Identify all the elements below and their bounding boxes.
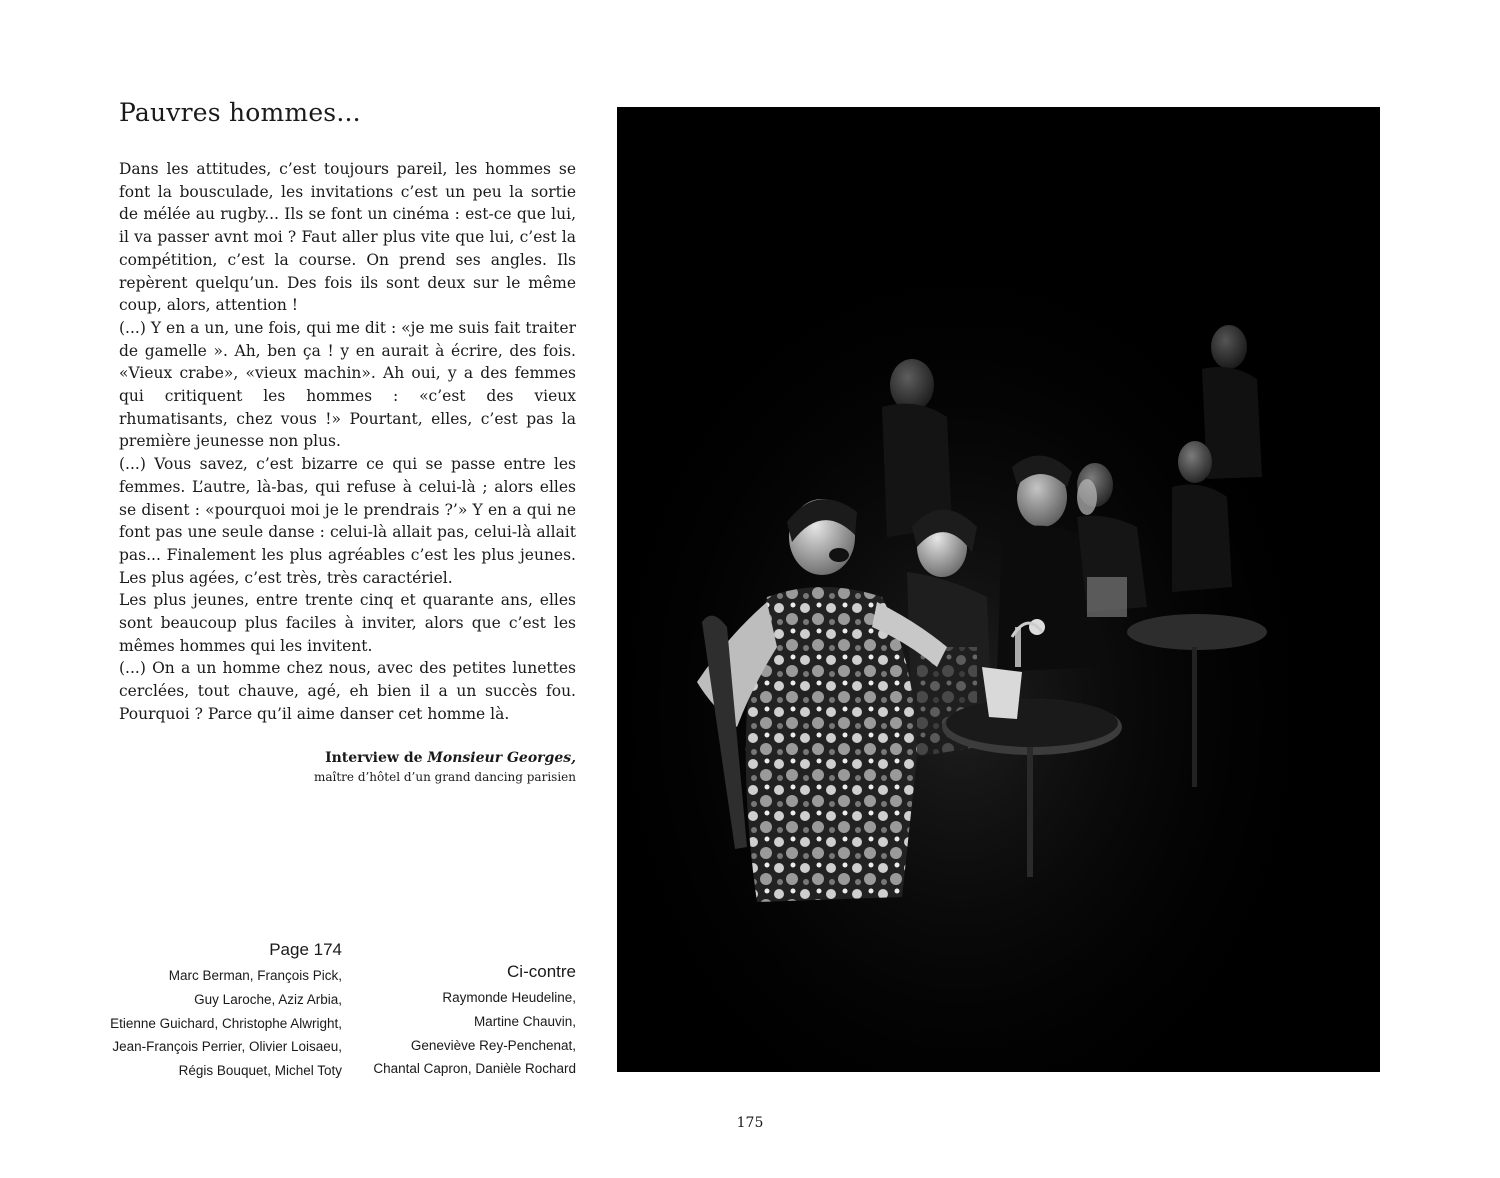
photo-credits-page-174 [110, 938, 342, 1083]
credits-names [110, 964, 342, 1083]
paragraph: (...) On a un homme chez nous, avec des petites lunettes cerclées, tout chauve, agé, eh bien il a un succès fou. Pourquoi ? Parce qu’il aime danser cet homme là. [119, 659, 576, 723]
page-number: 175 [736, 1115, 764, 1131]
credit-line: Martine Chauvin, [473, 1013, 576, 1029]
attribution-source [314, 748, 576, 768]
credit-line: Chantal Capron, Danièle Rochard [373, 1061, 576, 1077]
interview-text [119, 158, 576, 726]
attribution-prefix: Interview de [325, 750, 423, 766]
credits-names [373, 986, 576, 1081]
credits-heading: Page 174 [269, 940, 342, 959]
credit-line: Jean-François Perrier, Olivier Loisaeu, [112, 1039, 342, 1055]
photo-credits-ci-contre [373, 960, 576, 1081]
paragraph: (...) Y en a un, une fois, qui me dit : «je me suis fait traiter de gamelle ». Ah, ben ça ! y en aurait à écrire, des fois. «Vieux crabe», «vieux machin». Ah oui, y a des femmes qui critiquent les hommes : «c’est des vieux rhumatisants, chez vous !» Pourtant, elles, c’est pas la première jeunesse non plus. [119, 318, 576, 451]
credit-line: Raymonde Heudeline, [442, 990, 576, 1005]
credit-line: Etienne Guichard, Christophe Alwright, [110, 1015, 342, 1031]
paragraph: Les plus jeunes, entre trente cinq et quarante ans, elles sont beaucoup plus faciles à inviter, alors que c’est les mêmes hommes qui les invitent. [119, 591, 576, 655]
credit-line: Geneviève Rey-Penchenat, [410, 1037, 576, 1053]
credit-line: Régis Bouquet, Michel Toty [178, 1063, 342, 1079]
paragraph: Dans les attitudes, c’est toujours pareil, les hommes se font la bousculade, les invitations c’est un peu la sortie de mélée au rugby... Ils se font un cinéma : est-ce que lui, il va passer avnt moi ? Faut aller plus vite que lui, c’est la compétition, c’est la course. On prend ses angles. Ils repèrent quelqu’un. Des fois ils sont deux sur le même coup, alors, attention ! [119, 160, 576, 315]
dancing-hall-photograph [617, 107, 1380, 1072]
paragraph: (...) Vous savez, c’est bizarre ce qui se passe entre les femmes. L’autre, là-bas, qui refuse à celui-là ; alors elles se disent : «pourquoi moi je le prendrais ?’» Y en a qui ne font pas une seule danse : celui-là allait pas, celui-là allait pas... Finalement les plus agréables c’est les plus jeunes. Les plus agées, c’est très, très caractériel. [119, 455, 576, 587]
credit-line: Marc Berman, François Pick, [168, 968, 342, 983]
credit-line: Guy Laroche, Aziz Arbia, [194, 991, 342, 1007]
attribution [314, 748, 576, 786]
page-title: Pauvres hommes... [119, 98, 361, 127]
credits-heading: Ci-contre [507, 962, 576, 981]
attribution-name: Monsieur Georges, [427, 750, 576, 766]
attribution-role: maître d’hôtel d’un grand dancing parisien [313, 770, 576, 784]
